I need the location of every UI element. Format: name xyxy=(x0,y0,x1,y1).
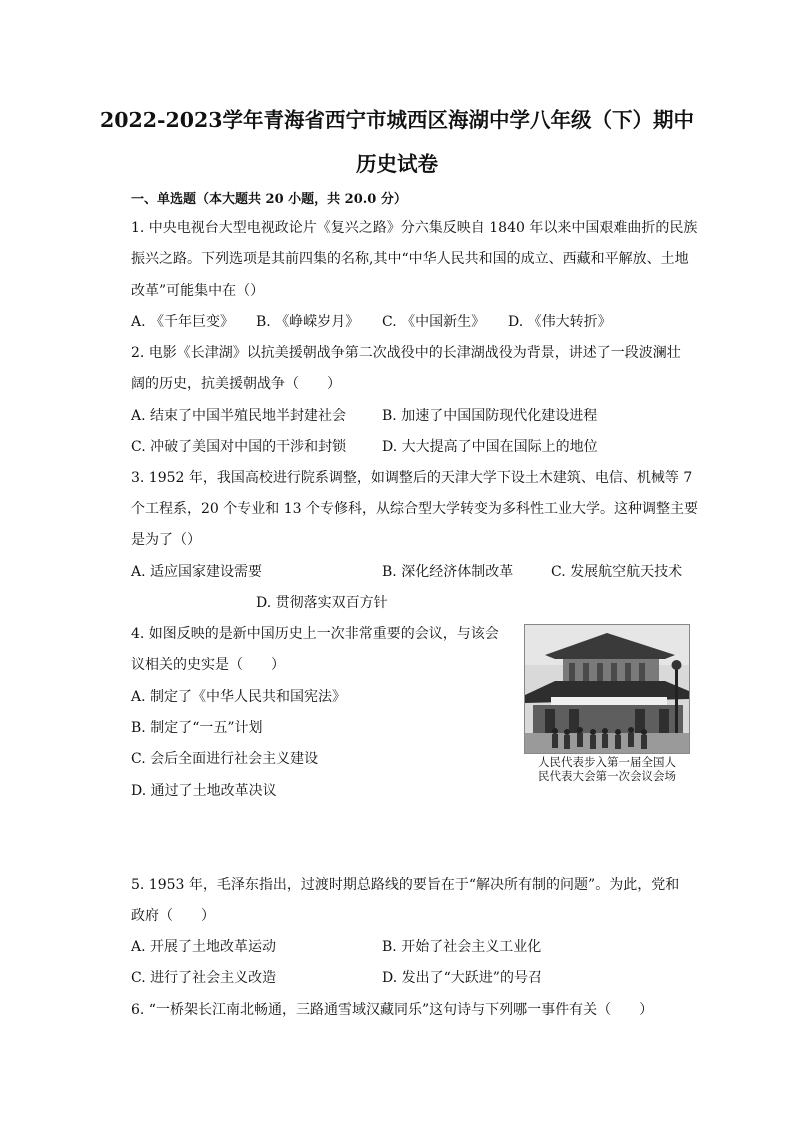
q6-stem-line-1: 6. “一桥架长江南北畅通，三路通雪域汉藏同乐”这句诗与下列哪一事件有关（ ） xyxy=(131,1002,654,1018)
q2-option-d[interactable]: D. 大大提高了中国在国际上的地位 xyxy=(382,439,598,455)
q5-option-b[interactable]: B. 开始了社会主义工业化 xyxy=(382,939,542,955)
q4-stem-line-1: 4. 如图反映的是新中国历史上一次非常重要的会议，与该会 xyxy=(131,626,499,642)
q4-option-a[interactable]: A. 制定了《中华人民共和国宪法》 xyxy=(131,689,347,705)
q4-option-b[interactable]: B. 制定了“一五”计划 xyxy=(131,720,263,736)
q1-option-b[interactable]: B. 《峥嵘岁月》 xyxy=(256,314,360,330)
q3-stem-line-1: 3. 1952 年，我国高校进行院系调整，如调整后的天津大学下设土木建筑、电信、机械等 7 xyxy=(131,470,693,486)
q5-stem-line-1: 5. 1953 年，毛泽东指出，过渡时期总路线的要旨在于“解决所有制的问题”。为此，党和 xyxy=(131,877,680,893)
q5-option-c[interactable]: C. 进行了社会主义改造 xyxy=(131,970,277,986)
q3-option-c[interactable]: C. 发展航空航天技术 xyxy=(551,564,683,580)
q5-stem-line-2: 政府（ ） xyxy=(131,908,215,924)
photo-caption-line-2: 民代表大会第一次会议会场 xyxy=(538,769,676,783)
q2-stem-line-2: 阔的历史，抗美援朝战争（ ） xyxy=(131,376,341,392)
q4-option-c[interactable]: C. 会后全面进行社会主义建设 xyxy=(131,751,319,767)
q3-option-d[interactable]: D. 贯彻落实双百方针 xyxy=(256,595,388,611)
q1-stem-line-2: 振兴之路。下列选项是其前四集的名称,其中“中华人民共和国的成立、西藏和平解放、土地 xyxy=(131,251,689,267)
q1-stem-line-1: 1. 中央电视台大型电视政论片《复兴之路》分六集反映自 1840 年以来中国艰难曲折的民族 xyxy=(131,220,698,236)
q1-option-c[interactable]: C. 《中国新生》 xyxy=(382,314,486,330)
congress-hall-photo xyxy=(524,624,690,754)
q2-option-a[interactable]: A. 结束了中国半殖民地半封建社会 xyxy=(131,408,347,424)
exam-title-line-1: 2022-2023学年青海省西宁市城西区海湖中学八年级（下）期中 xyxy=(99,108,695,132)
q1-option-a[interactable]: A. 《千年巨变》 xyxy=(131,314,235,330)
q2-option-b[interactable]: B. 加速了中国国防现代化建设进程 xyxy=(382,408,598,424)
q1-stem-line-3: 改革”可能集中在（） xyxy=(131,283,265,299)
q5-option-a[interactable]: A. 开展了土地改革运动 xyxy=(131,939,277,955)
q3-option-b[interactable]: B. 深化经济体制改革 xyxy=(382,564,514,580)
photo-caption-line-1: 人民代表步入第一届全国人 xyxy=(538,755,676,769)
q3-stem-line-3: 是为了（） xyxy=(131,532,201,548)
q2-stem-line-1: 2. 电影《长津湖》以抗美援朝战争第二次战役中的长津湖战役为背景，讲述了一段波澜壮 xyxy=(131,345,681,361)
q1-option-d[interactable]: D. 《伟大转折》 xyxy=(508,314,612,330)
q3-stem-line-2: 个工程系，20 个专业和 13 个专修科，从综合型大学转变为多科性工业大学。这种调整主要 xyxy=(131,501,698,517)
q4-stem-line-2: 议相关的史实是（ ） xyxy=(131,657,285,673)
q4-option-d[interactable]: D. 通过了土地改革决议 xyxy=(131,783,277,799)
q3-option-a[interactable]: A. 适应国家建设需要 xyxy=(131,564,263,580)
photo-caption xyxy=(524,755,690,783)
q5-option-d[interactable]: D. 发出了“大跃进”的号召 xyxy=(382,970,542,986)
exam-title-line-2: 历史试卷 xyxy=(356,152,438,176)
section-heading: 一、单选题（本大题共 20 小题，共 20.0 分） xyxy=(131,192,407,207)
q2-option-c[interactable]: C. 冲破了美国对中国的干涉和封锁 xyxy=(131,439,347,455)
